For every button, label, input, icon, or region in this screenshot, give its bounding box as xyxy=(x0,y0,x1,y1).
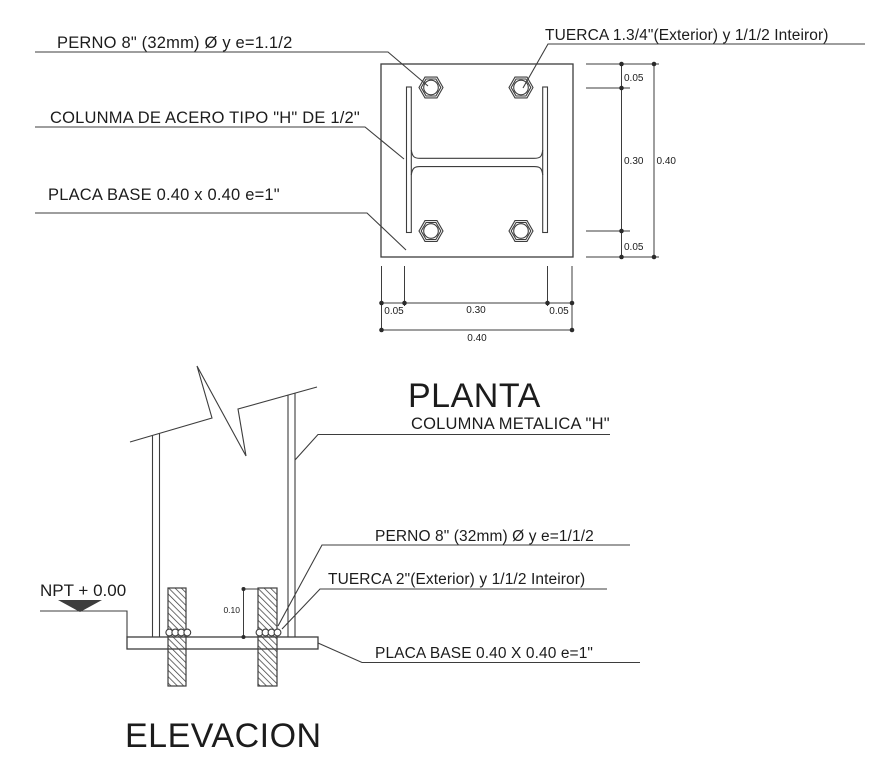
leader-columna-metalica xyxy=(295,435,610,461)
callout-placa-label: PLACA BASE 0.40 x 0.40 e=1" xyxy=(48,186,280,204)
callout-tuerca-label: TUERCA 2"(Exterior) y 1/1/2 Inteiror) xyxy=(328,571,586,588)
bolt-top-right xyxy=(509,77,533,98)
callout-tuerca-label: TUERCA 1.3/4"(Exterior) y 1/1/2 Inteiror) xyxy=(545,27,829,44)
h-right-flange xyxy=(543,87,548,233)
h-left-flange xyxy=(407,87,412,233)
dim-right-top: 0.05 xyxy=(624,73,644,84)
plan-leader-lines xyxy=(35,44,865,250)
break-symbol xyxy=(130,366,317,456)
dim-bottom-total: 0.40 xyxy=(467,333,487,344)
dim-right-mid: 0.30 xyxy=(624,156,644,167)
dim-bottom-mid: 0.30 xyxy=(466,305,486,316)
leader-columna xyxy=(35,127,404,159)
bolt-bottom-right xyxy=(509,221,533,242)
dim-bottom-right: 0.05 xyxy=(549,306,569,317)
elev-dim-bolt-projection xyxy=(223,587,258,639)
bolt-top-left xyxy=(419,77,443,98)
h-web-top-line xyxy=(411,150,542,158)
leader-placa xyxy=(35,213,406,250)
ground-line xyxy=(40,611,127,637)
leader-tuerca xyxy=(282,589,607,629)
plan-h-column-section xyxy=(407,87,548,233)
plan-title: PLANTA xyxy=(408,377,541,415)
dim-right-total: 0.40 xyxy=(656,156,676,167)
plan-subtitle: COLUMNA METALICA "H" xyxy=(411,415,610,433)
plan-dims-right xyxy=(586,62,676,260)
elev-base-plate xyxy=(127,637,318,649)
callout-perno-label: PERNO 8" (32mm) Ø y e=1.1/2 xyxy=(57,34,293,52)
plan-anchor-bolts xyxy=(419,77,533,241)
callout-columna-label: COLUNMA DE ACERO TIPO "H" DE 1/2" xyxy=(50,109,360,127)
dim-bottom-left: 0.05 xyxy=(384,306,404,317)
level-label: NPT + 0.00 xyxy=(40,581,127,600)
callout-placa-label: PLACA BASE 0.40 X 0.40 e=1" xyxy=(375,645,594,662)
h-web-bottom-line xyxy=(411,167,542,175)
elevation-title: ELEVACION xyxy=(125,717,322,755)
elev-nuts xyxy=(166,629,281,636)
plan-dims-bottom xyxy=(379,266,574,344)
dim-bolt-projection: 0.10 xyxy=(223,605,240,615)
leader-tuerca xyxy=(523,44,865,88)
level-marker-icon xyxy=(58,600,102,612)
bolt-bottom-left xyxy=(419,221,443,242)
callout-perno-label: PERNO 8" (32mm) Ø y e=1/1/2 xyxy=(375,528,594,545)
plan-base-plate xyxy=(381,64,573,257)
plan-view xyxy=(35,27,865,460)
dim-right-bot: 0.05 xyxy=(624,242,644,253)
leader-perno xyxy=(35,52,428,86)
